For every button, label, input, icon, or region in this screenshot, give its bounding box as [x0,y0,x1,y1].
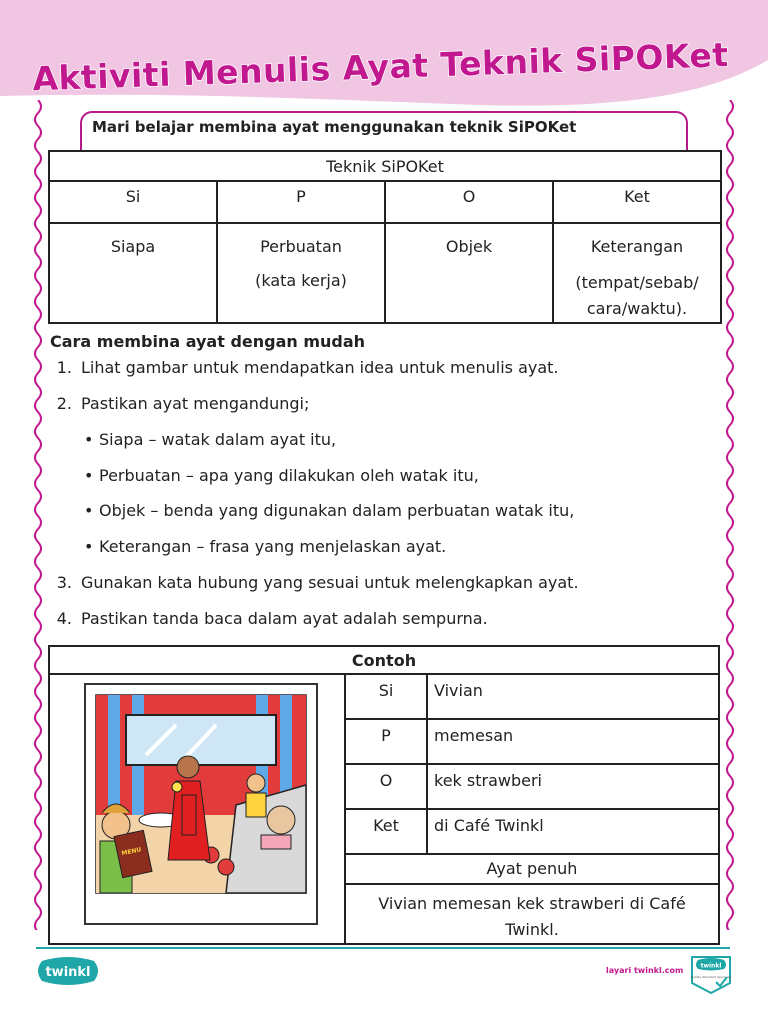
intro-text: Mari belajar membina ayat menggunakan teknik SiPOKet [92,118,577,136]
meaning-p-text: Perbuatan [260,237,342,256]
step-number: 1. [56,358,72,377]
quality-badge [688,955,734,999]
step-number: 4. [56,609,72,628]
twinkl-logo[interactable] [36,955,100,991]
example-label-ket: Ket [345,809,427,854]
left-wavy-border [30,100,46,930]
bullet-dot-icon: • [84,501,94,520]
bullet-text: Objek – benda yang digunakan dalam perbuatan watak itu, [99,501,575,520]
example-value-o: kek strawberi [427,764,719,809]
menu-sign-text: MENU [120,846,142,858]
meaning-p-note: (kata kerja) [255,271,347,290]
meaning-o-text: Objek [445,237,493,256]
meaning-ket [553,223,721,323]
example-label-p: P [345,719,427,764]
column-o: O [385,181,553,223]
page-title [28,20,748,100]
example-value-p: memesan [427,719,719,764]
example-label-si: Si [345,674,427,719]
footer-divider [36,947,730,949]
full-sentence-label: Ayat penuh [345,854,719,884]
example-heading: Contoh [49,646,719,674]
step-text: Gunakan kata hubung yang sesuai untuk melengkapkan ayat. [81,573,579,592]
page-title-text: Aktiviti Menulis Ayat Teknik SiPOKet [31,35,730,99]
column-si: Si [49,181,217,223]
bullet-dot-icon: • [84,466,94,485]
full-sentence: Vivian memesan kek strawberi di Café Twinkl. [345,884,719,944]
bullet-text: Keterangan – frasa yang menjelaskan ayat. [99,537,447,556]
meaning-o [385,223,553,323]
meaning-ket-note: (tempat/sebab/ cara/waktu). [575,273,699,318]
step-number: 3. [56,573,72,592]
example-label-o: O [345,764,427,809]
example-value-si: Vivian [427,674,719,719]
example-value-ket: di Café Twinkl [427,809,719,854]
column-ket: Ket [553,181,721,223]
bullet-text: Siapa – watak dalam ayat itu, [99,430,337,449]
step-text: Pastikan tanda baca dalam ayat adalah sempurna. [81,609,488,628]
badge-logo-text: twinkl [700,962,722,970]
column-p: P [217,181,385,223]
step-text: Lihat gambar untuk mendapatkan idea untuk menulis ayat. [81,358,559,377]
bullet-dot-icon: • [84,537,94,556]
badge-sub-text: Quality Standard Approved [690,975,732,979]
step-number: 2. [56,394,72,413]
cafe-illustration-frame [84,683,318,925]
bullet-dot-icon: • [84,430,94,449]
cafe-illustration [86,685,316,923]
meaning-si [49,223,217,323]
meaning-p [217,223,385,323]
technique-table [48,150,722,324]
meaning-si-text: Siapa [110,237,156,256]
twinkl-logo-text: twinkl [45,965,91,980]
meaning-ket-text: Keterangan [590,237,684,256]
technique-table-heading: Teknik SiPOKet [49,151,721,181]
right-wavy-border [722,100,738,930]
steps-title: Cara membina ayat dengan mudah [50,332,366,351]
bullet-text: Perbuatan – apa yang dilakukan oleh watak itu, [99,466,479,485]
step-text: Pastikan ayat mengandungi; [81,394,310,413]
footer-url[interactable]: layari twinkl.com [606,966,684,975]
